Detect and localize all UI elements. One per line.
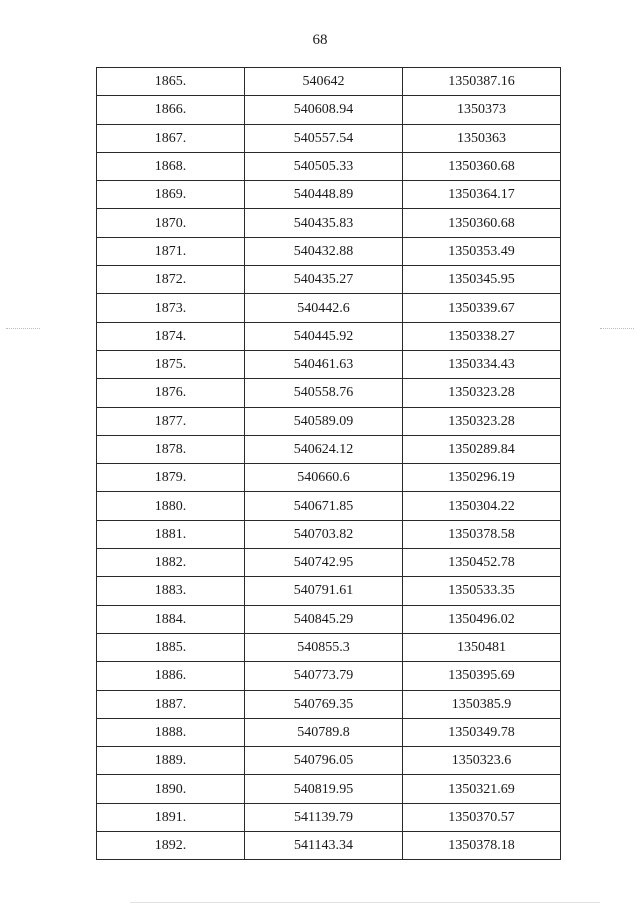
- x-coordinate-cell: 541139.79: [245, 803, 403, 831]
- coordinates-table-body: [97, 68, 561, 860]
- point-number-cell: 1886.: [97, 662, 245, 690]
- point-number-cell: 1889.: [97, 747, 245, 775]
- table-row: [97, 633, 561, 661]
- y-coordinate-cell: 1350323.28: [403, 379, 561, 407]
- point-number-cell: 1870.: [97, 209, 245, 237]
- table-row: [97, 152, 561, 180]
- table-row: [97, 520, 561, 548]
- table-row: [97, 266, 561, 294]
- x-coordinate-cell: 540742.95: [245, 549, 403, 577]
- table-row: [97, 124, 561, 152]
- table-row: [97, 237, 561, 265]
- y-coordinate-cell: 1350289.84: [403, 435, 561, 463]
- table-row: [97, 577, 561, 605]
- x-coordinate-cell: 540671.85: [245, 492, 403, 520]
- x-coordinate-cell: 540791.61: [245, 577, 403, 605]
- y-coordinate-cell: 1350304.22: [403, 492, 561, 520]
- point-number-cell: 1868.: [97, 152, 245, 180]
- x-coordinate-cell: 540432.88: [245, 237, 403, 265]
- point-number-cell: 1867.: [97, 124, 245, 152]
- point-number-cell: 1890.: [97, 775, 245, 803]
- x-coordinate-cell: 540642: [245, 68, 403, 96]
- point-number-cell: 1877.: [97, 407, 245, 435]
- point-number-cell: 1872.: [97, 266, 245, 294]
- y-coordinate-cell: 1350360.68: [403, 209, 561, 237]
- x-coordinate-cell: 540845.29: [245, 605, 403, 633]
- table-row: [97, 350, 561, 378]
- table-row: [97, 605, 561, 633]
- y-coordinate-cell: 1350364.17: [403, 181, 561, 209]
- x-coordinate-cell: 540557.54: [245, 124, 403, 152]
- x-coordinate-cell: 540461.63: [245, 350, 403, 378]
- y-coordinate-cell: 1350378.18: [403, 832, 561, 860]
- y-coordinate-cell: 1350334.43: [403, 350, 561, 378]
- point-number-cell: 1865.: [97, 68, 245, 96]
- table-row: [97, 832, 561, 860]
- point-number-cell: 1891.: [97, 803, 245, 831]
- point-number-cell: 1878.: [97, 435, 245, 463]
- y-coordinate-cell: 1350339.67: [403, 294, 561, 322]
- y-coordinate-cell: 1350373: [403, 96, 561, 124]
- y-coordinate-cell: 1350385.9: [403, 690, 561, 718]
- scan-artifact-bottom-edge: [130, 902, 600, 903]
- point-number-cell: 1892.: [97, 832, 245, 860]
- y-coordinate-cell: 1350363: [403, 124, 561, 152]
- x-coordinate-cell: 540448.89: [245, 181, 403, 209]
- table-row: [97, 68, 561, 96]
- y-coordinate-cell: 1350353.49: [403, 237, 561, 265]
- point-number-cell: 1880.: [97, 492, 245, 520]
- y-coordinate-cell: 1350395.69: [403, 662, 561, 690]
- x-coordinate-cell: 540505.33: [245, 152, 403, 180]
- table-row: [97, 322, 561, 350]
- y-coordinate-cell: 1350323.6: [403, 747, 561, 775]
- table-row: [97, 181, 561, 209]
- table-row: [97, 96, 561, 124]
- table-row: [97, 209, 561, 237]
- x-coordinate-cell: 540608.94: [245, 96, 403, 124]
- point-number-cell: 1875.: [97, 350, 245, 378]
- y-coordinate-cell: 1350452.78: [403, 549, 561, 577]
- table-row: [97, 662, 561, 690]
- point-number-cell: 1884.: [97, 605, 245, 633]
- x-coordinate-cell: 540703.82: [245, 520, 403, 548]
- table-row: [97, 718, 561, 746]
- point-number-cell: 1885.: [97, 633, 245, 661]
- y-coordinate-cell: 1350321.69: [403, 775, 561, 803]
- x-coordinate-cell: 540819.95: [245, 775, 403, 803]
- table-row: [97, 775, 561, 803]
- table-row: [97, 747, 561, 775]
- y-coordinate-cell: 1350370.57: [403, 803, 561, 831]
- table-row: [97, 464, 561, 492]
- x-coordinate-cell: 540789.8: [245, 718, 403, 746]
- y-coordinate-cell: 1350349.78: [403, 718, 561, 746]
- scan-artifact-left: [6, 328, 40, 329]
- table-row: [97, 803, 561, 831]
- x-coordinate-cell: 540589.09: [245, 407, 403, 435]
- y-coordinate-cell: 1350338.27: [403, 322, 561, 350]
- x-coordinate-cell: 540660.6: [245, 464, 403, 492]
- point-number-cell: 1873.: [97, 294, 245, 322]
- x-coordinate-cell: 540773.79: [245, 662, 403, 690]
- table-row: [97, 492, 561, 520]
- y-coordinate-cell: 1350481: [403, 633, 561, 661]
- x-coordinate-cell: 540624.12: [245, 435, 403, 463]
- x-coordinate-cell: 541143.34: [245, 832, 403, 860]
- y-coordinate-cell: 1350345.95: [403, 266, 561, 294]
- y-coordinate-cell: 1350387.16: [403, 68, 561, 96]
- point-number-cell: 1883.: [97, 577, 245, 605]
- table-row: [97, 294, 561, 322]
- table-row: [97, 690, 561, 718]
- point-number-cell: 1887.: [97, 690, 245, 718]
- x-coordinate-cell: 540435.27: [245, 266, 403, 294]
- point-number-cell: 1866.: [97, 96, 245, 124]
- y-coordinate-cell: 1350496.02: [403, 605, 561, 633]
- x-coordinate-cell: 540442.6: [245, 294, 403, 322]
- x-coordinate-cell: 540558.76: [245, 379, 403, 407]
- y-coordinate-cell: 1350296.19: [403, 464, 561, 492]
- x-coordinate-cell: 540435.83: [245, 209, 403, 237]
- point-number-cell: 1869.: [97, 181, 245, 209]
- point-number-cell: 1882.: [97, 549, 245, 577]
- table-row: [97, 407, 561, 435]
- x-coordinate-cell: 540445.92: [245, 322, 403, 350]
- x-coordinate-cell: 540769.35: [245, 690, 403, 718]
- x-coordinate-cell: 540796.05: [245, 747, 403, 775]
- y-coordinate-cell: 1350323.28: [403, 407, 561, 435]
- coordinates-table: [96, 67, 561, 860]
- table-row: [97, 379, 561, 407]
- y-coordinate-cell: 1350533.35: [403, 577, 561, 605]
- y-coordinate-cell: 1350360.68: [403, 152, 561, 180]
- scan-artifact-right: [600, 328, 634, 329]
- point-number-cell: 1876.: [97, 379, 245, 407]
- point-number-cell: 1874.: [97, 322, 245, 350]
- table-row: [97, 435, 561, 463]
- point-number-cell: 1871.: [97, 237, 245, 265]
- table-row: [97, 549, 561, 577]
- y-coordinate-cell: 1350378.58: [403, 520, 561, 548]
- point-number-cell: 1888.: [97, 718, 245, 746]
- page-number: 68: [312, 32, 328, 48]
- point-number-cell: 1881.: [97, 520, 245, 548]
- point-number-cell: 1879.: [97, 464, 245, 492]
- x-coordinate-cell: 540855.3: [245, 633, 403, 661]
